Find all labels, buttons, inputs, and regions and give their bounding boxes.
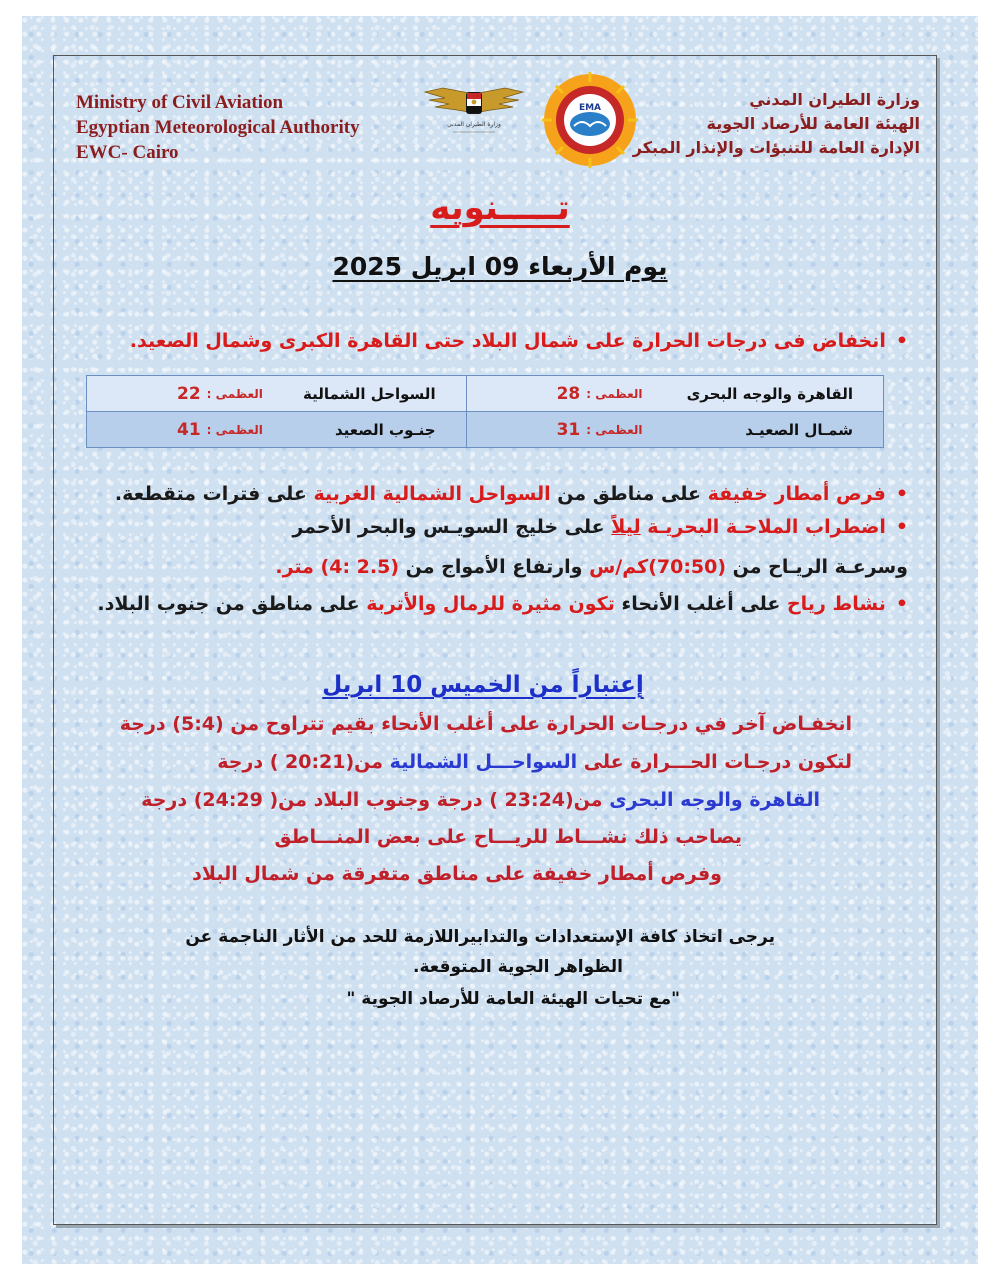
bullet-temperature-drop: •انخفاض فى درجات الحرارة على شمال البلاد حتى القاهرة الكبرى وشمال الصعيد. <box>129 330 908 352</box>
forecast-line-5: وفرص أمطار خفيفة على مناطق متفرقة من شمال البلاد <box>192 863 722 885</box>
forecast-line-3: القاهرة والوجه البحرى من(23:24 ) درجة وجنوب البلاد من( 24:29) درجة <box>141 789 820 811</box>
region-name: جنـوب الصعيد <box>335 420 436 439</box>
meteorological-authority-logo <box>540 70 640 170</box>
center-name-en: EWC- Cairo <box>76 142 179 163</box>
table-row <box>87 376 884 412</box>
max-temperature-table <box>86 375 884 448</box>
forecast-line-2: لتكون درجـات الحـــرارة على السواحـــل الشمالية من(20:21 ) درجة <box>217 751 852 773</box>
ministry-name-en: Ministry of Civil Aviation <box>76 92 284 113</box>
closing-line-2: الظواهر الجوية المتوقعة. <box>413 957 623 977</box>
max-label: العظمى : <box>586 386 643 401</box>
ema-logo-text: EMA <box>578 103 602 113</box>
authority-name-ar: الهيئة العامة للأرصاد الجوية <box>706 114 920 133</box>
bullet-light-rain: •فرص أمطار خفيفة على مناطق من السواحل الشمالية الغربية على فترات متقطعة. <box>114 483 908 505</box>
english-header <box>76 90 360 165</box>
ministry-name-ar: وزارة الطيران المدني <box>749 90 920 109</box>
max-temperature-value: 28 <box>556 383 581 404</box>
max-label: العظمى : <box>206 422 263 437</box>
bullet-wind-activity: •نشاط رياح على أغلب الأنحاء تكون مثيرة للرمال والأتربة على مناطق من جنوب البلاد. <box>97 593 908 615</box>
section-title: إعتباراً من الخميس 10 ابريل <box>322 672 644 698</box>
wind-wave-details: وسرعـة الريـاح من (70:50)كم/س وارتفاع الأمواج من (2.5 :4) متر. <box>275 556 908 578</box>
closing-signature: "مع تحيات الهيئة العامة للأرصاد الجوية " <box>346 989 680 1009</box>
region-name: السواحل الشمالية <box>303 384 436 403</box>
max-temperature-value: 41 <box>177 419 201 440</box>
bullet-dot: • <box>895 330 908 352</box>
table-row <box>87 412 884 448</box>
max-temperature-value: 22 <box>177 383 201 404</box>
max-label: العظمى : <box>206 386 263 401</box>
wings-logo-caption: وزارة الطيران المدني <box>447 121 501 128</box>
civil-aviation-wings-logo <box>423 84 525 142</box>
bulletin-date: يوم الأربعاء 09 ابريل 2025 <box>332 252 668 281</box>
region-name: القاهرة والوجه البحرى <box>686 384 853 403</box>
forecast-line-4: يصاحب ذلك نشـــاط للريـــاح على بعض المنـــاطق <box>274 826 742 848</box>
max-temperature-value: 31 <box>556 419 581 440</box>
max-label: العظمى : <box>586 422 643 437</box>
document-frame <box>53 55 937 1225</box>
region-name: شمـال الصعيـد <box>745 420 853 439</box>
bullet-marine-navigation: •اضطراب الملاحـة البحريـة ليلاً على خليج السويـس والبحر الأحمر <box>292 516 908 538</box>
closing-line-1: يرجى اتخاذ كافة الإستعدادات والتدابيراللازمة للحد من الأثار الناجمة عن <box>185 927 775 947</box>
authority-name-en: Egyptian Meteorological Authority <box>76 117 360 138</box>
forecast-line-1: انخفـاض آخر في درجـات الحرارة على أغلب الأنحاء بقيم تتراوح من (5:4) درجة <box>119 713 852 735</box>
page-title: تـــــنويه <box>430 188 570 228</box>
department-name-ar: الإدارة العامة للتنبؤات والإنذار المبكر <box>632 138 920 157</box>
